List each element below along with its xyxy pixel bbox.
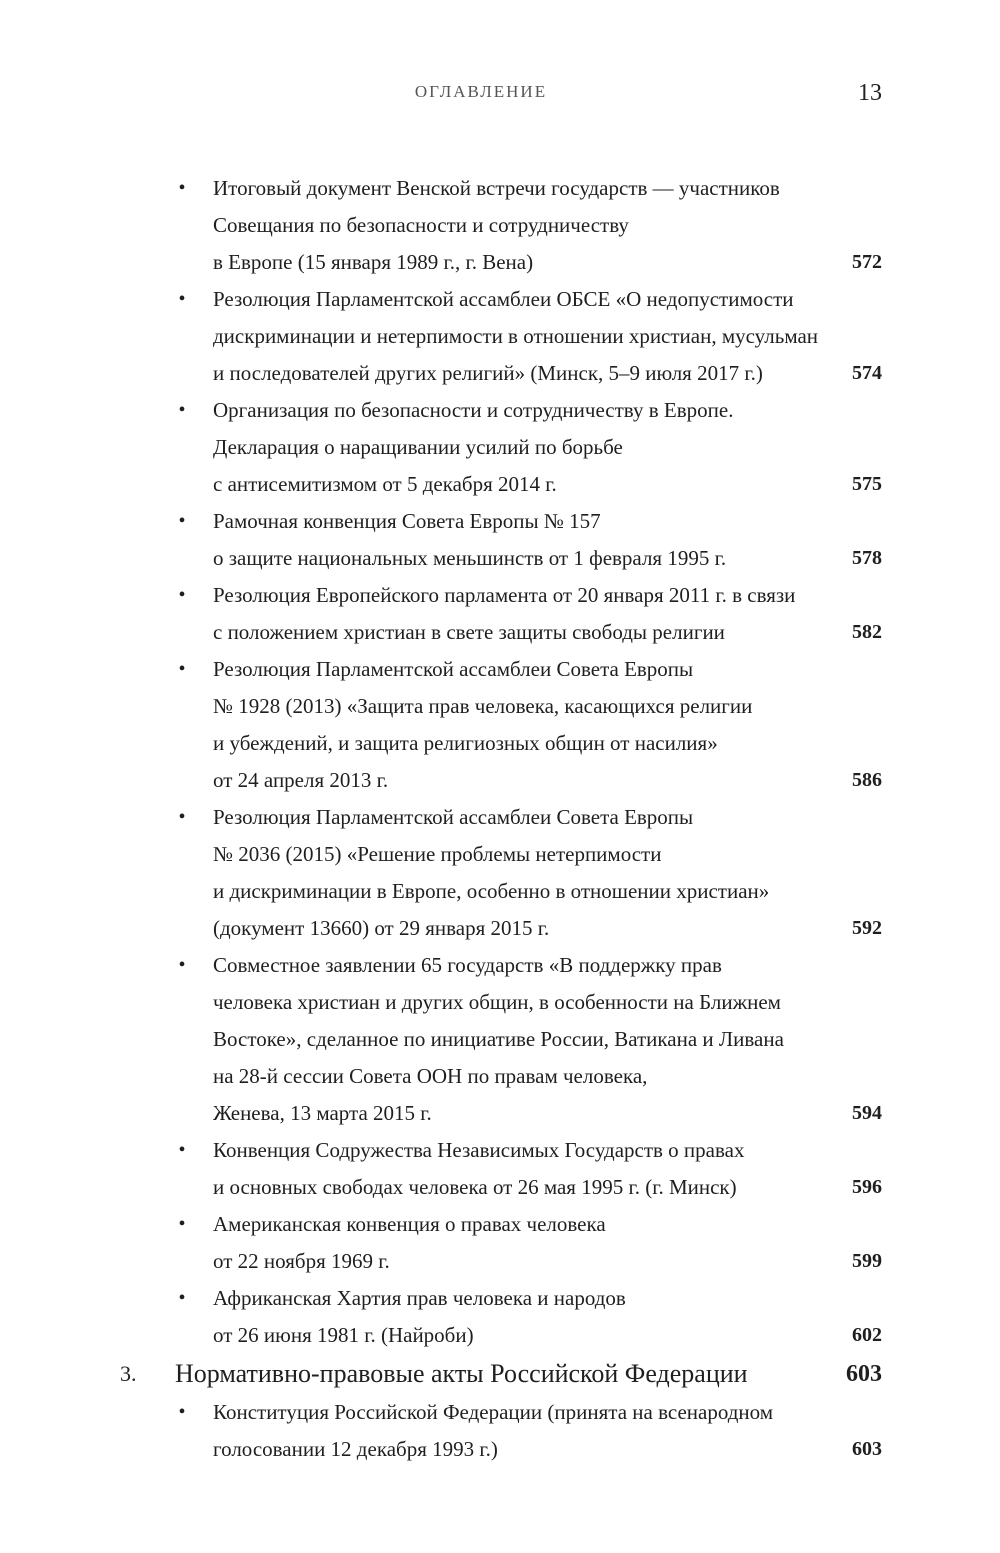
entry-page-number: 574 [852,362,882,384]
entry-text [213,503,888,577]
entry-line: Резолюция Европейского парламента от 20 января 2011 г. в связи [213,583,796,607]
table-of-contents [0,170,1000,1468]
entry-text [213,281,888,392]
entry-line: Совещания по безопасности и сотрудничеству [213,213,629,237]
entry-line: от 22 ноября 1969 г. [213,1249,390,1273]
entry-line: от 26 июня 1981 г. (Найроби) [213,1323,474,1347]
entry-page-number: 599 [852,1250,882,1272]
toc-entry [0,651,1000,799]
entry-line: и последователей других религий» (Минск, 5–9 июля 2017 г.) [213,361,763,385]
entry-line: и дискриминации в Европе, особенно в отношении христиан» [213,879,770,903]
entry-line: Рамочная конвенция Совета Европы № 157 [213,509,601,533]
toc-entry [0,799,1000,947]
entry-line: на 28-й сессии Совета ООН по правам человека, [213,1064,648,1088]
bullet-icon: • [178,584,186,606]
entry-line: человека христиан и других общин, в особенности на Ближнем [213,990,781,1014]
entry-line: Востоке», сделанное по инициативе России, Ватикана и Ливана [213,1027,784,1051]
entry-line: Африканская Хартия прав человека и народов [213,1286,626,1310]
entry-text [213,170,888,281]
bullet-icon: • [178,806,186,828]
toc-entry [0,577,1000,651]
entry-page-number: 586 [852,769,882,791]
section-page-number: 603 [846,1361,882,1387]
entry-page-number: 602 [852,1324,882,1346]
entry-line: № 2036 (2015) «Решение проблемы нетерпимости [213,842,662,866]
bullet-icon: • [178,1213,186,1235]
entry-line: № 1928 (2013) «Защита прав человека, касающихся религии [213,694,753,718]
entry-line: и убеждений, и защита религиозных общин от насилия» [213,731,718,755]
entry-text [213,651,888,799]
bullet-icon: • [178,1401,186,1423]
entry-line: (документ 13660) от 29 января 2015 г. [213,916,550,940]
entry-text [213,392,888,503]
entry-line: с положением христиан в свете защиты свободы религии [213,620,725,644]
bullet-icon: • [178,177,186,199]
entry-text [213,947,888,1132]
entry-text [213,1206,888,1280]
section-number: 3. [120,1361,137,1386]
entry-page-number: 578 [852,547,882,569]
toc-entry [0,1394,1000,1468]
bullet-icon: • [178,658,186,680]
entry-page-number: 582 [852,621,882,643]
entry-line: Конституция Российской Федерации (принята на всенародном [213,1400,774,1424]
entry-line: Американская конвенция о правах человека [213,1212,606,1236]
bullet-icon: • [178,510,186,532]
toc-entry [0,281,1000,392]
toc-section-heading [0,1354,1000,1394]
page-number: 13 [858,80,882,106]
entry-line: в Европе (15 января 1989 г., г. Вена) [213,250,534,274]
section-title: Нормативно-правовые акты Российской Федерации [175,1359,748,1388]
bullet-icon: • [178,288,186,310]
bullet-icon: • [178,1287,186,1309]
toc-entry [0,1206,1000,1280]
entry-line: Женева, 13 марта 2015 г. [213,1101,432,1125]
entry-page-number: 572 [852,251,882,273]
entry-line: Резолюция Парламентской ассамблеи Совета Европы [213,657,694,681]
entry-line: Итоговый документ Венской встречи государств — участников [213,176,780,200]
entry-page-number: 594 [852,1102,882,1124]
entry-text [213,1394,888,1468]
toc-entry [0,947,1000,1132]
entry-line: дискриминации и нетерпимости в отношении христиан, мусульман [213,324,819,348]
entry-page-number: 603 [852,1438,882,1460]
section-entries [0,1394,1000,1468]
toc-entry [0,170,1000,281]
entry-line: с антисемитизмом от 5 декабря 2014 г. [213,472,557,496]
bullet-icon: • [178,399,186,421]
entry-line: Декларация о наращивании усилий по борьбе [213,435,623,459]
entry-line: от 24 апреля 2013 г. [213,768,389,792]
entry-line: и основных свободах человека от 26 мая 1995 г. (г. Минск) [213,1175,737,1199]
toc-entry [0,1132,1000,1206]
entry-text [213,1132,888,1206]
bullet-icon: • [178,1139,186,1161]
bullet-icon: • [178,954,186,976]
entry-line: Конвенция Содружества Независимых Государств о правах [213,1138,745,1162]
entry-page-number: 592 [852,917,882,939]
entry-text [213,799,888,947]
entry-text [213,577,888,651]
entry-line: Совместное заявлении 65 государств «В поддержку прав [213,953,722,977]
entry-line: Организация по безопасности и сотрудничеству в Европе. [213,398,734,422]
toc-entry [0,503,1000,577]
entry-line: голосовании 12 декабря 1993 г.) [213,1437,498,1461]
entry-line: о защите национальных меньшинств от 1 февраля 1995 г. [213,546,727,570]
entry-page-number: 575 [852,473,882,495]
entry-line: Резолюция Парламентской ассамблеи Совета Европы [213,805,694,829]
toc-entry [0,392,1000,503]
toc-entry [0,1280,1000,1354]
running-header [0,80,1000,110]
entry-text [213,1280,888,1354]
toc-entries [0,170,1000,1354]
entry-line: Резолюция Парламентской ассамблеи ОБСЕ «О недопустимости [213,287,794,311]
running-title: ОГЛАВЛЕНИЕ [414,82,548,101]
entry-page-number: 596 [852,1176,882,1198]
